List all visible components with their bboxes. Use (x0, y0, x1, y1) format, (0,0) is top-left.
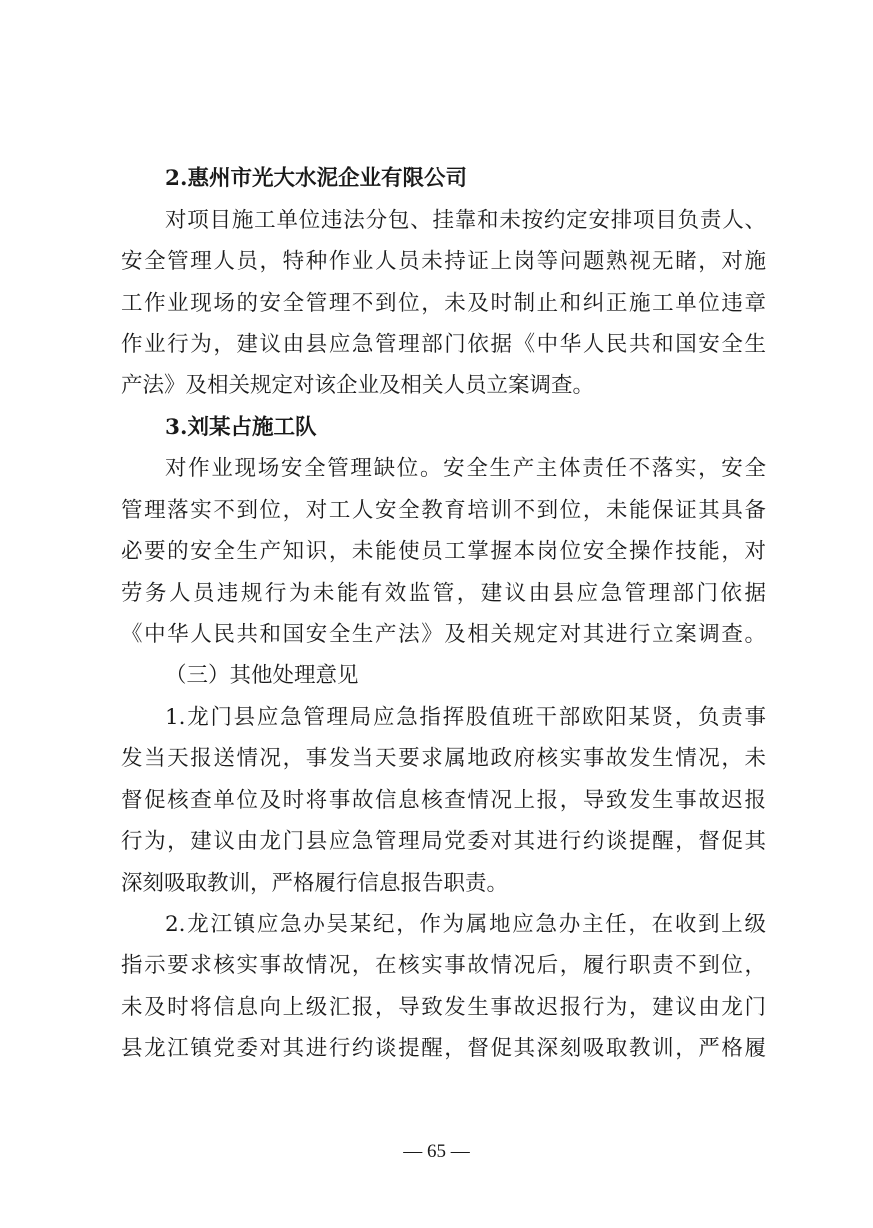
paragraph-line: 劳务人员违规行为未能有效监管，建议由县应急管理部门依据 (121, 581, 766, 606)
paragraph-line: 对项目施工单位违法分包、挂靠和未按约定安排项目负责人、 (165, 208, 766, 233)
section-heading: 2.惠州市光大水泥企业有限公司 (165, 166, 467, 191)
paragraph-line: 必要的安全生产知识，未能使员工掌握本岗位安全操作技能，对 (121, 539, 766, 564)
paragraph-line: 作业行为，建议由县应急管理部门依据《中华人民共和国安全生 (121, 332, 766, 357)
paragraph-line: 产法》及相关规定对该企业及相关人员立案调查。 (121, 373, 595, 398)
paragraph-line: 管理落实不到位，对工人安全教育培训不到位，未能保证其具备 (121, 498, 766, 523)
paragraph-line: 《中华人民共和国安全生产法》及相关规定对其进行立案调查。 (121, 622, 766, 647)
subsection-heading: （三）其他处理意见 (165, 663, 359, 688)
paragraph-line: 督促核查单位及时将事故信息核查情况上报，导致发生事故迟报 (121, 788, 766, 813)
paragraph-line: 未及时将信息向上级汇报，导致发生事故迟报行为，建议由龙门 (121, 995, 766, 1020)
paragraph-line: 对作业现场安全管理缺位。安全生产主体责任不落实，安全 (165, 456, 766, 481)
paragraph-line: 2.龙江镇应急办吴某纪，作为属地应急办主任，在收到上级 (165, 912, 766, 937)
paragraph-line: 1.龙门县应急管理局应急指挥股值班干部欧阳某贤，负责事 (165, 705, 766, 730)
paragraph-line: 发当天报送情况，事发当天要求属地政府核实事故发生情况，未 (121, 746, 766, 771)
paragraph-line: 工作业现场的安全管理不到位，未及时制止和纠正施工单位违章 (121, 291, 766, 316)
paragraph-line: 安全管理人员，特种作业人员未持证上岗等问题熟视无睹，对施 (121, 249, 766, 274)
page-number: — 65 — (403, 1141, 470, 1162)
paragraph-line: 深刻吸取教训，严格履行信息报告职责。 (121, 871, 509, 896)
paragraph-line: 行为，建议由龙门县应急管理局党委对其进行约谈提醒，督促其 (121, 829, 766, 854)
paragraph-line: 县龙江镇党委对其进行约谈提醒，督促其深刻吸取教训，严格履 (121, 1036, 766, 1061)
section-heading: 3.刘某占施工队 (165, 415, 317, 440)
paragraph-line: 指示要求核实事故情况，在核实事故情况后，履行职责不到位， (121, 953, 766, 978)
